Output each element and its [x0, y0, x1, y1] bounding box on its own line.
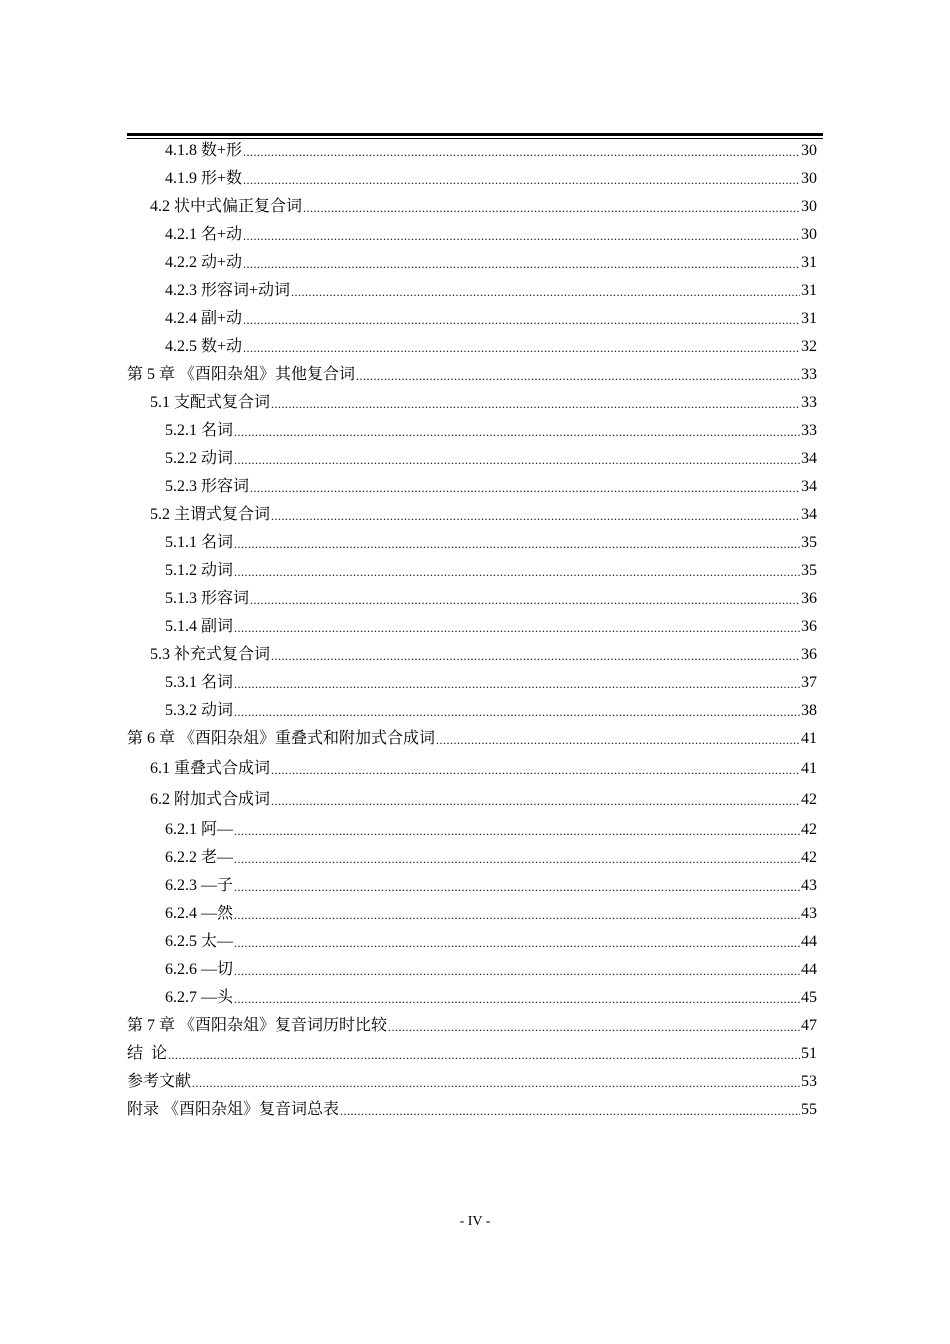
toc-entry-title: 4.1.9 形+数 — [165, 170, 243, 187]
toc-dot-leader — [234, 825, 800, 837]
toc-entry-page-number: 38 — [801, 702, 817, 719]
toc-entry[interactable] — [127, 900, 817, 924]
toc-entry-page-number: 31 — [801, 282, 817, 299]
toc-entry-page-number: 44 — [801, 933, 817, 950]
toc-entry-title: 4.2 状中式偏正复合词 — [150, 198, 303, 215]
toc-dot-leader — [234, 965, 800, 977]
toc-entry-title: 第 7 章 《酉阳杂俎》复音词历时比较 — [127, 1017, 388, 1034]
toc-entry-page-number: 30 — [801, 170, 817, 187]
toc-entry-title: 5.2.1 名词 — [165, 422, 234, 439]
toc-entry-title: 5.3.2 动词 — [165, 702, 234, 719]
toc-dot-leader — [356, 370, 800, 382]
toc-entry-page-number: 42 — [801, 849, 817, 866]
toc-entry-page-number: 36 — [801, 646, 817, 663]
toc-dot-leader — [250, 594, 800, 606]
toc-entry-page-number: 36 — [801, 590, 817, 607]
toc-dot-leader — [234, 853, 800, 865]
toc-entry-title: 6.2.5 太— — [165, 933, 234, 950]
toc-entry-page-number: 34 — [801, 506, 817, 523]
toc-entry-title: 第 5 章 《酉阳杂俎》其他复合词 — [127, 366, 356, 383]
toc-dot-leader — [243, 230, 800, 242]
toc-entry-title: 第 6 章 《酉阳杂俎》重叠式和附加式合成词 — [127, 730, 436, 747]
toc-entry-page-number: 34 — [801, 478, 817, 495]
toc-entry-page-number: 36 — [801, 618, 817, 635]
toc-entry[interactable] — [127, 725, 817, 749]
toc-entry-page-number: 33 — [801, 366, 817, 383]
toc-entry[interactable] — [127, 786, 817, 810]
toc-entry[interactable] — [127, 641, 817, 665]
toc-entry-page-number: 31 — [801, 310, 817, 327]
toc-dot-leader — [192, 1077, 800, 1089]
toc-dot-leader — [234, 937, 800, 949]
toc-dot-leader — [271, 650, 800, 662]
toc-entry-title: 4.2.2 动+动 — [165, 254, 243, 271]
toc-dot-leader — [250, 482, 800, 494]
toc-dot-leader — [234, 678, 800, 690]
toc-dot-leader — [243, 342, 800, 354]
toc-entry-page-number: 34 — [801, 450, 817, 467]
toc-entry-page-number: 35 — [801, 534, 817, 551]
toc-entry-page-number: 42 — [801, 821, 817, 838]
toc-dot-leader — [271, 510, 800, 522]
toc-dot-leader — [243, 146, 800, 158]
toc-dot-leader — [340, 1105, 800, 1117]
toc-entry[interactable] — [127, 193, 817, 217]
toc-entry[interactable] — [127, 417, 817, 441]
toc-entry[interactable] — [127, 928, 817, 952]
toc-entry[interactable] — [127, 529, 817, 553]
toc-entry[interactable] — [127, 333, 817, 357]
toc-dot-leader — [271, 795, 800, 807]
toc-entry-title: 4.2.3 形容词+动词 — [165, 282, 291, 299]
toc-entry-page-number: 41 — [801, 760, 817, 777]
toc-entry-page-number: 33 — [801, 422, 817, 439]
toc-dot-leader — [234, 426, 800, 438]
toc-entry-title: 4.2.1 名+动 — [165, 226, 243, 243]
toc-entry-title: 结 论 — [127, 1045, 168, 1062]
toc-entry-title: 5.1.2 动词 — [165, 562, 234, 579]
toc-dot-leader — [234, 706, 800, 718]
toc-entry[interactable] — [127, 221, 817, 245]
toc-entry[interactable] — [127, 137, 817, 161]
toc-entry-title: 5.2.3 形容词 — [165, 478, 250, 495]
toc-entry-title: 4.1.8 数+形 — [165, 142, 243, 159]
toc-entry[interactable] — [127, 844, 817, 868]
toc-entry[interactable] — [127, 1096, 817, 1120]
page-number-footer: - IV - — [459, 1214, 491, 1229]
toc-entry[interactable] — [127, 389, 817, 413]
toc-dot-leader — [234, 538, 800, 550]
toc-entry-page-number: 41 — [801, 730, 817, 747]
toc-entry-title: 6.2.1 阿— — [165, 821, 234, 838]
toc-entry-title: 5.2 主谓式复合词 — [150, 506, 271, 523]
toc-entry[interactable] — [127, 1012, 817, 1036]
toc-entry[interactable] — [127, 872, 817, 896]
toc-entry-page-number: 44 — [801, 961, 817, 978]
toc-entry[interactable] — [127, 1068, 817, 1092]
toc-entry-title: 5.1.3 形容词 — [165, 590, 250, 607]
toc-entry-page-number: 42 — [801, 791, 817, 808]
toc-entry-title: 5.3 补充式复合词 — [150, 646, 271, 663]
toc-entry[interactable] — [127, 956, 817, 980]
toc-entry-page-number: 30 — [801, 198, 817, 215]
toc-entry[interactable] — [127, 277, 817, 301]
toc-entry[interactable] — [127, 305, 817, 329]
toc-entry[interactable] — [127, 697, 817, 721]
toc-entry-title: 5.1.4 副词 — [165, 618, 234, 635]
toc-dot-leader — [243, 314, 800, 326]
toc-entry-page-number: 51 — [801, 1045, 817, 1062]
toc-dot-leader — [271, 398, 800, 410]
toc-entry-page-number: 45 — [801, 989, 817, 1006]
toc-dot-leader — [234, 622, 800, 634]
toc-entry-title: 参考文献 — [127, 1073, 192, 1090]
toc-entry-page-number: 33 — [801, 394, 817, 411]
toc-entry-page-number: 32 — [801, 338, 817, 355]
toc-entry-page-number: 55 — [801, 1101, 817, 1118]
toc-entry-title: 6.2.2 老— — [165, 849, 234, 866]
toc-entry[interactable] — [127, 613, 817, 637]
toc-entry[interactable] — [127, 816, 817, 840]
toc-entry-title: 6.2.7 —头 — [165, 989, 234, 1006]
toc-entry-title: 6.2 附加式合成词 — [150, 791, 271, 808]
toc-entry-page-number: 47 — [801, 1017, 817, 1034]
toc-dot-leader — [243, 174, 800, 186]
toc-entry-page-number: 43 — [801, 905, 817, 922]
toc-entry-page-number: 30 — [801, 226, 817, 243]
toc-entry[interactable] — [127, 361, 817, 385]
toc-dot-leader — [234, 566, 800, 578]
toc-dot-leader — [436, 734, 800, 746]
toc-entry[interactable] — [127, 585, 817, 609]
toc-entry[interactable] — [127, 669, 817, 693]
toc-dot-leader — [271, 764, 800, 776]
toc-entry[interactable] — [127, 557, 817, 581]
toc-entry[interactable] — [127, 445, 817, 469]
toc-entry-page-number: 37 — [801, 674, 817, 691]
toc-entry-title: 6.2.6 —切 — [165, 961, 234, 978]
toc-entry-title: 5.3.1 名词 — [165, 674, 234, 691]
toc-dot-leader — [243, 258, 800, 270]
toc-dot-leader — [168, 1049, 800, 1061]
toc-entry[interactable] — [127, 473, 817, 497]
toc-entry-title: 附录 《酉阳杂俎》复音词总表 — [127, 1101, 340, 1118]
toc-entry-title: 6.2.4 —然 — [165, 905, 234, 922]
toc-entry[interactable] — [127, 165, 817, 189]
toc-entry-title: 4.2.4 副+动 — [165, 310, 243, 327]
toc-entry[interactable] — [127, 249, 817, 273]
toc-entry[interactable] — [127, 755, 817, 779]
toc-entry-title: 5.1 支配式复合词 — [150, 394, 271, 411]
toc-entry-page-number: 31 — [801, 254, 817, 271]
toc-entry-title: 6.1 重叠式合成词 — [150, 760, 271, 777]
toc-entry-title: 5.1.1 名词 — [165, 534, 234, 551]
toc-entry-page-number: 30 — [801, 142, 817, 159]
header-rule-thick — [127, 133, 823, 136]
toc-dot-leader — [388, 1021, 800, 1033]
toc-dot-leader — [303, 202, 800, 214]
toc-entry[interactable] — [127, 1040, 817, 1064]
toc-dot-leader — [234, 454, 800, 466]
toc-entry-title: 5.2.2 动词 — [165, 450, 234, 467]
toc-dot-leader — [234, 993, 800, 1005]
toc-entry[interactable] — [127, 984, 817, 1008]
toc-entry-title: 4.2.5 数+动 — [165, 338, 243, 355]
toc-entry[interactable] — [127, 501, 817, 525]
toc-entry-page-number: 35 — [801, 562, 817, 579]
toc-entry-page-number: 53 — [801, 1073, 817, 1090]
toc-dot-leader — [234, 909, 800, 921]
toc-dot-leader — [291, 286, 800, 298]
toc-entry-title: 6.2.3 —子 — [165, 877, 234, 894]
toc-entry-page-number: 43 — [801, 877, 817, 894]
toc-dot-leader — [234, 881, 800, 893]
